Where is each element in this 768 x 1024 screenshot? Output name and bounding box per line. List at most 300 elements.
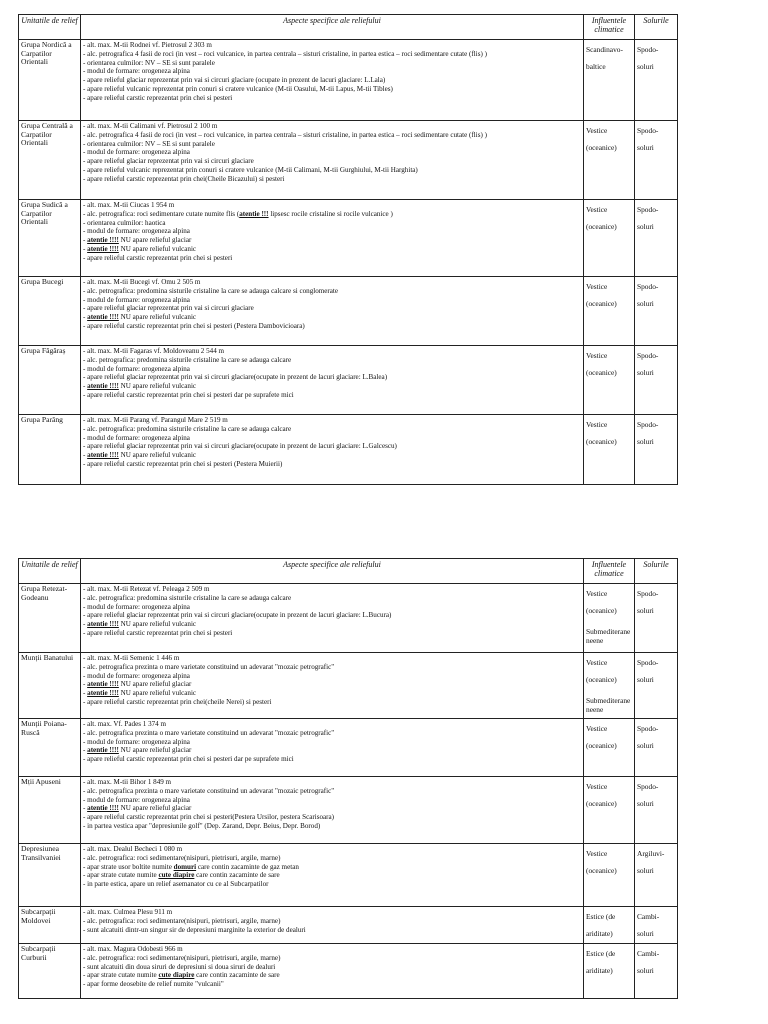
aspect-text: - modul de formare: orogeneza alpina xyxy=(83,364,190,373)
aspect-line xyxy=(83,845,581,854)
table-row xyxy=(19,844,678,907)
soil-line: Spodo- xyxy=(637,658,659,667)
table-row xyxy=(19,653,678,719)
aspect-text: - alt. max. Vf. Pades 1 374 m xyxy=(83,720,167,728)
relief-unit-cell: Grupa Retezat-Godeanu xyxy=(19,584,81,653)
aspect-line xyxy=(83,313,581,322)
climate-cell xyxy=(584,653,635,719)
aspect-text: - apare relieful vulcanic reprezentat prin conuri si cratere vulcanice (M-tii Oasului, M-tii Lapus, M-tii Tibles) xyxy=(83,84,393,93)
soils-cell xyxy=(635,584,678,653)
header-unit: Unitatile de relief xyxy=(19,559,81,584)
aspect-text: - alt. max. Magura Odobesti 966 m xyxy=(83,945,183,953)
aspect-text: NU apare relieful vulcanic xyxy=(118,689,197,697)
aspect-text: - alc. petrografica prezinta o mare varietate constituind un adevarat "mozaic petrografic" xyxy=(83,728,335,737)
aspect-line xyxy=(83,322,581,331)
aspect-text: - alt. max. M-tii Ciucas 1 954 m xyxy=(83,201,175,209)
aspect-text: - modul de formare: orogeneza alpina xyxy=(83,295,190,304)
aspect-text: - alc. petrografica: roci sedimentare(nisipuri, pietrisuri, argile, marne) xyxy=(83,853,281,862)
climate-line: Vestice xyxy=(586,126,608,135)
table-row xyxy=(19,415,678,485)
aspect-line xyxy=(83,738,581,747)
relief-aspects-cell xyxy=(81,777,584,844)
aspect-text: NU apare relieful vulcanic xyxy=(118,244,197,253)
climate-line: Submediterane xyxy=(586,627,631,636)
aspect-text: - modul de formare: orogeneza alpina xyxy=(83,737,190,746)
aspect-line xyxy=(83,85,581,94)
soil-line: soluri xyxy=(637,62,654,71)
aspect-line xyxy=(83,663,581,672)
aspect-line xyxy=(83,963,581,972)
aspect-text: - alc. petrografica: predomina sisturile cristaline la care se adauga calcare xyxy=(83,355,292,364)
climate-line: Vestice xyxy=(586,205,608,214)
aspect-line xyxy=(83,347,581,356)
aspect-text: - apare relieful glaciar reprezentat prin vai si circuri glaciare(ocupate in prezent de lacuri glaciare: L.Bucura) xyxy=(83,611,392,620)
aspect-text: - alc. petrografica prezinta o mare varietate constituind un adevarat "mozaic petrografic" xyxy=(83,662,335,671)
climate-cell xyxy=(584,277,635,346)
aspect-text: - xyxy=(83,244,88,253)
climate-cell xyxy=(584,415,635,485)
aspect-line xyxy=(83,50,581,59)
aspect-text: - alt. max. M-tii Rodnei vf. Pietrosul 2 303 m xyxy=(83,41,212,49)
aspect-text: - modul de formare: orogeneza alpina xyxy=(83,148,190,157)
relief-unit-cell: Grupa Bucegi xyxy=(19,277,81,346)
aspect-text: - apar strate usor boltite numite xyxy=(83,862,174,871)
climate-line: (oceanice) xyxy=(586,606,617,615)
emphasis-text: atentie !!!! xyxy=(87,382,119,390)
climate-cell xyxy=(584,346,635,415)
soil-line: soluri xyxy=(637,222,654,231)
soil-line: soluri xyxy=(637,368,654,377)
soil-line: Cambi- xyxy=(637,949,660,958)
soils-cell xyxy=(635,200,678,277)
climate-line: Estice (de xyxy=(586,912,616,921)
climate-line: (oceanice) xyxy=(586,437,617,446)
aspect-line xyxy=(83,611,581,620)
soils-cell xyxy=(635,121,678,200)
aspect-text: - apare relieful carstic reprezentat prin chei si pesteri(Pestera Ursilor, pestera Scarisoara) xyxy=(83,813,335,821)
climate-line: (oceanice) xyxy=(586,675,617,684)
emphasis-text: atentie !!!! xyxy=(87,804,119,813)
aspect-line xyxy=(83,787,581,796)
header-aspects: Aspecte specifice ale reliefului xyxy=(81,15,584,40)
aspect-line xyxy=(83,148,581,157)
soils-cell xyxy=(635,40,678,121)
climate-line: Vestice xyxy=(586,589,608,598)
header-climate: Influentele climatice xyxy=(584,15,635,40)
soils-cell xyxy=(635,719,678,777)
climate-cell xyxy=(584,40,635,121)
aspect-line xyxy=(83,460,581,469)
aspect-text: NU apare relieful vulcanic xyxy=(118,382,197,390)
relief-unit-cell: Grupa Parâng xyxy=(19,415,81,485)
climate-cell xyxy=(584,584,635,653)
aspect-text: - apare relieful carstic reprezentat prin chei si pesteri dar pe suprafete mici xyxy=(83,390,294,399)
relief-unit-cell: Grupa Sudică a Carpatilor Orientali xyxy=(19,200,81,277)
aspect-text: - alc. petrografica 4 fasii de roci (in vest – roci vulcanice, in partea centrala – sisturi cristaline, in partea estica – roci sedimentare cutate (flis) ) xyxy=(83,49,487,58)
soil-line: soluri xyxy=(637,675,654,684)
aspect-line xyxy=(83,746,581,755)
aspect-text: - apare relieful glaciar reprezentat prin vai si circuri glaciare(ocupate in prezent de lacuri glaciare: L.Balea) xyxy=(83,373,388,382)
aspect-text: lipsesc rocile cristaline si rocile vulcanice ) xyxy=(268,209,393,218)
emphasis-text: atentie !!!! xyxy=(87,746,119,755)
aspect-text: - alc. petrografica: roci sedimentare cutate numite flis ( xyxy=(83,209,240,218)
aspect-line xyxy=(83,585,581,594)
climate-line: (oceanice) xyxy=(586,368,617,377)
relief-aspects-cell xyxy=(81,200,584,277)
aspect-line xyxy=(83,629,581,638)
climate-line: Vestice xyxy=(586,282,608,291)
aspect-text: - alt. max. M-tii Retezat vf. Peleaga 2 509 m xyxy=(83,585,210,593)
aspect-line xyxy=(83,796,581,805)
climate-line: Vestice xyxy=(586,351,608,360)
relief-aspects-cell xyxy=(81,719,584,777)
soil-line: soluri xyxy=(637,966,654,975)
relief-unit-cell: Mṭii Apuseni xyxy=(19,777,81,844)
soils-cell xyxy=(635,415,678,485)
climate-line: ariditate) xyxy=(586,966,613,975)
aspect-text: - alc. petrografica: roci sedimentare(nisipuri, pietrisuri, argile, marne) xyxy=(83,953,281,962)
header-soils: Solurile xyxy=(635,15,678,40)
aspect-line xyxy=(83,67,581,76)
climate-line: neene xyxy=(586,636,604,645)
aspect-text: - apar forme deosebite de relief numite "vulcanii" xyxy=(83,980,224,988)
aspect-text: - in partea vestica apar "depresiunile golf" (Dep. Zarand, Depr. Beius, Depr. Borod) xyxy=(83,821,321,830)
aspect-text: NU apare relieful vulcanic xyxy=(118,313,197,321)
soil-line: Spodo- xyxy=(637,724,659,733)
relief-aspects-cell xyxy=(81,907,584,944)
relief-aspects-cell xyxy=(81,346,584,415)
relief-unit-cell: Grupa Centrală a Carpatilor Orientali xyxy=(19,121,81,200)
aspect-text: - alc. petrografica: roci sedimentare(nisipuri, pietrisuri, argile, marne) xyxy=(83,916,281,925)
aspect-text: care contin zacaminte de gaz metan xyxy=(196,862,299,871)
aspect-line xyxy=(83,287,581,296)
aspect-text: - alt. max. M-tii Fagaras vf. Moldoveanu 2 544 m xyxy=(83,347,225,355)
aspect-line xyxy=(83,59,581,68)
emphasis-text: atentie !!! xyxy=(239,209,269,218)
aspect-text: - alc. petrografica: predomina sisturile cristaline la care se adauga calcare xyxy=(83,424,292,433)
aspect-line xyxy=(83,296,581,305)
aspect-line xyxy=(83,201,581,210)
aspect-text: - apare relieful carstic reprezentat prin chei(Cheile Bicazului) si pesteri xyxy=(83,174,285,183)
climate-line: Submediterane xyxy=(586,696,631,705)
aspect-line xyxy=(83,210,581,219)
aspect-line xyxy=(83,219,581,228)
climate-line: (oceanice) xyxy=(586,299,617,308)
emphasis-text: domuri xyxy=(173,862,197,871)
table-row xyxy=(19,907,678,944)
aspect-line xyxy=(83,863,581,872)
aspect-line xyxy=(83,94,581,103)
aspect-line xyxy=(83,971,581,980)
aspect-text: - apar strate cutate numite xyxy=(83,971,159,980)
aspect-line xyxy=(83,254,581,263)
aspect-text: - modul de formare: orogeneza alpina xyxy=(83,602,190,611)
aspect-line xyxy=(83,778,581,787)
soil-line: soluri xyxy=(637,437,654,446)
aspect-text: - apare relieful carstic reprezentat prin chei si pesteri xyxy=(83,628,233,637)
climate-line: ariditate) xyxy=(586,929,613,938)
aspect-line xyxy=(83,41,581,50)
aspect-line xyxy=(83,442,581,451)
relief-unit-cell: Subcarpații Moldovei xyxy=(19,907,81,944)
aspect-line xyxy=(83,391,581,400)
aspect-text: - alt. max. Culmea Plesu 911 m xyxy=(83,908,173,916)
aspect-line xyxy=(83,954,581,963)
table-header-row xyxy=(19,15,678,40)
aspect-text: - apare relieful carstic reprezentat prin chei si pesteri dar pe suprafete mici xyxy=(83,755,294,763)
aspect-text: - alt. max. M-tii Parang vf. Parangul Mare 2 519 m xyxy=(83,416,228,424)
aspect-line xyxy=(83,804,581,813)
aspect-text: - alt. max. M-tii Semenic 1 446 m xyxy=(83,654,180,662)
relief-aspects-cell xyxy=(81,40,584,121)
aspect-text: - xyxy=(83,804,88,813)
aspect-line xyxy=(83,227,581,236)
relief-aspects-cell xyxy=(81,415,584,485)
aspect-line xyxy=(83,245,581,254)
table-row xyxy=(19,40,678,121)
table-row xyxy=(19,277,678,346)
aspect-line xyxy=(83,945,581,954)
aspect-line xyxy=(83,603,581,612)
climate-line: neene xyxy=(586,705,604,714)
aspect-text: - orientarea culmilor: NV – SE si sunt paralele xyxy=(83,139,215,148)
relief-aspects-cell xyxy=(81,844,584,907)
soil-line: soluri xyxy=(637,299,654,308)
table-row xyxy=(19,944,678,999)
aspect-text: - alc. petrografica: predomina sisturile cristaline la care se adauga calcare xyxy=(83,593,292,602)
header-aspects: Aspecte specifice ale reliefului xyxy=(81,559,584,584)
relief-aspects-cell xyxy=(81,121,584,200)
soil-line: Spodo- xyxy=(637,589,659,598)
relief-aspects-cell xyxy=(81,584,584,653)
aspect-text: - xyxy=(83,382,88,390)
aspect-text: - alt. max. M-tii Calimani vf. Pietrosul 2 100 m xyxy=(83,122,218,130)
table-row xyxy=(19,121,678,200)
aspect-line xyxy=(83,813,581,822)
emphasis-text: cute diapire xyxy=(158,971,195,980)
aspect-text: - alc. petrografica prezinta o mare varietate constituind un adevarat "mozaic petrografic" xyxy=(83,786,335,795)
table-row xyxy=(19,200,678,277)
aspect-line xyxy=(83,373,581,382)
table-row xyxy=(19,777,678,844)
soils-cell xyxy=(635,844,678,907)
aspect-line xyxy=(83,236,581,245)
climate-line: (oceanice) xyxy=(586,741,617,750)
aspect-text: - alc. petrografica 4 fasii de roci (in vest – roci vulcanice, in partea centrala – sisturi cristaline, in partea estica – roci sedimentare cutate (flis) ) xyxy=(83,130,487,139)
soil-line: Spodo- xyxy=(637,782,659,791)
aspect-line xyxy=(83,680,581,689)
climate-cell xyxy=(584,844,635,907)
aspect-text: - apare relieful vulcanic reprezentat prin conuri si cratere vulcanice (M-tii Calimani, M-tii Gurghiului, M-tii Harghita) xyxy=(83,165,418,174)
aspect-text: - apare relieful glaciar reprezentat prin vai si circuri glaciare xyxy=(83,157,254,165)
aspect-text: - apar strate cutate numite xyxy=(83,871,159,880)
soil-line: Spodo- xyxy=(637,45,659,54)
climate-line: (oceanice) xyxy=(586,799,617,808)
aspect-text: - sunt alcatuiti dintr-un singur sir de depresiuni marginite la exterior de dealuri xyxy=(83,925,306,934)
aspect-line xyxy=(83,871,581,880)
soil-line: soluri xyxy=(637,606,654,615)
soil-line: Spodo- xyxy=(637,126,659,135)
aspect-text: - sunt alcatuiti din doua siruri de depresiuni si doua siruri de dealuri xyxy=(83,962,276,971)
aspect-text: - apare relieful glaciar reprezentat prin vai si circuri glaciare(ocupate in prezent de lacuri glaciare: L.Galcescu) xyxy=(83,442,397,451)
climate-line: Vestice xyxy=(586,782,608,791)
aspect-line xyxy=(83,131,581,140)
climate-line: Estice (de xyxy=(586,949,616,958)
relief-unit-cell: Grupa Făgăraș xyxy=(19,346,81,415)
aspect-line xyxy=(83,926,581,935)
aspect-line xyxy=(83,157,581,166)
emphasis-text: atentie !!!! xyxy=(87,451,119,459)
soils-cell xyxy=(635,346,678,415)
aspect-text: care contin zacaminte de sare xyxy=(194,971,280,980)
aspect-text: - modul de formare: orogeneza alpina xyxy=(83,227,190,236)
aspect-text: NU apare relieful glaciar xyxy=(118,746,192,755)
soil-line: Spodo- xyxy=(637,351,659,360)
aspect-line xyxy=(83,729,581,738)
climate-line: Scandinavo-baltice xyxy=(586,45,623,71)
aspect-text: - modul de formare: orogeneza alpina xyxy=(83,67,190,76)
climate-line: Vestice xyxy=(586,724,608,733)
aspect-line xyxy=(83,755,581,764)
aspect-text: - apare relieful glaciar reprezentat prin vai si circuri glaciare xyxy=(83,304,254,313)
soils-cell xyxy=(635,777,678,844)
emphasis-text: atentie !!!! xyxy=(87,313,119,321)
aspect-text: - apare relieful carstic reprezentat prin chei(cheile Nerei) si pesteri xyxy=(83,697,272,706)
climate-line: Vestice xyxy=(586,849,608,858)
soil-line: Spodo- xyxy=(637,420,659,429)
climate-cell xyxy=(584,944,635,999)
soils-cell xyxy=(635,907,678,944)
aspect-text: - apare relieful carstic reprezentat prin chei si pesteri (Pestera Muierii) xyxy=(83,459,283,468)
aspect-line xyxy=(83,304,581,313)
aspect-line xyxy=(83,654,581,663)
aspect-text: - in parte estica, apare un relief asemanator cu ce al Subcarpatilor xyxy=(83,880,269,888)
relief-table-2 xyxy=(18,558,678,999)
aspect-line xyxy=(83,416,581,425)
aspect-line xyxy=(83,434,581,443)
header-unit: Unitatile de relief xyxy=(19,15,81,40)
aspect-text: - apare relieful carstic reprezentat prin chei si pesteri xyxy=(83,93,233,102)
climate-cell xyxy=(584,121,635,200)
table-row xyxy=(19,719,678,777)
header-soils: Solurile xyxy=(635,559,678,584)
aspect-text: - orientarea culmilor: haotica xyxy=(83,218,166,227)
aspect-text: - xyxy=(83,680,88,689)
header-climate: Influentele climatice xyxy=(584,559,635,584)
climate-cell xyxy=(584,777,635,844)
relief-unit-cell: Munții Banatului xyxy=(19,653,81,719)
climate-cell xyxy=(584,200,635,277)
aspect-line xyxy=(83,594,581,603)
soil-line: Argiluvi- xyxy=(637,849,665,858)
aspect-line xyxy=(83,720,581,729)
aspect-text: - xyxy=(83,236,88,244)
table-row xyxy=(19,584,678,653)
aspect-text: - xyxy=(83,689,88,697)
soil-line: soluri xyxy=(637,799,654,808)
climate-cell xyxy=(584,907,635,944)
relief-unit-cell: Munții Poiana-Ruscă xyxy=(19,719,81,777)
relief-table-1 xyxy=(18,14,678,485)
relief-aspects-cell xyxy=(81,653,584,719)
aspect-line xyxy=(83,175,581,184)
aspect-text: - xyxy=(83,746,88,755)
climate-line: (oceanice) xyxy=(586,866,617,875)
climate-cell xyxy=(584,719,635,777)
soil-line: soluri xyxy=(637,866,654,875)
emphasis-text: atentie !!!! xyxy=(87,680,119,689)
aspect-text: - modul de formare: orogeneza alpina xyxy=(83,433,190,442)
table-header-row xyxy=(19,559,678,584)
aspect-line xyxy=(83,917,581,926)
relief-unit-cell: Grupa Nordică a Carpatilor Orientali xyxy=(19,40,81,121)
aspect-text: NU apare relieful vulcanic xyxy=(118,451,197,459)
aspect-line xyxy=(83,854,581,863)
soil-line: soluri xyxy=(637,143,654,152)
soil-line: Spodo- xyxy=(637,205,659,214)
aspect-line xyxy=(83,880,581,889)
aspect-text: NU apare relieful glaciar xyxy=(118,804,192,813)
aspect-line xyxy=(83,356,581,365)
aspect-text: - xyxy=(83,313,88,321)
aspect-text: - alt. max. M-tii Bihor 1 849 m xyxy=(83,778,172,786)
aspect-line xyxy=(83,425,581,434)
aspect-line xyxy=(83,140,581,149)
aspect-text: - apare relieful carstic reprezentat prin chei si pesteri (Pestera Dambovicioara) xyxy=(83,321,305,330)
climate-line: (oceanice) xyxy=(586,143,617,152)
aspect-text: - modul de formare: orogeneza alpina xyxy=(83,795,190,804)
soils-cell xyxy=(635,944,678,999)
soil-line: soluri xyxy=(637,741,654,750)
aspect-line xyxy=(83,76,581,85)
aspect-line xyxy=(83,122,581,131)
soils-cell xyxy=(635,653,678,719)
climate-line: Vestice xyxy=(586,658,608,667)
climate-line: (oceanice) xyxy=(586,222,617,231)
aspect-line xyxy=(83,620,581,629)
emphasis-text: atentie !!!! xyxy=(87,620,119,628)
aspect-line xyxy=(83,672,581,681)
aspect-text: - orientarea culmilor: NV – SE si sunt paralele xyxy=(83,58,215,67)
aspect-line xyxy=(83,689,581,698)
relief-aspects-cell xyxy=(81,277,584,346)
aspect-line xyxy=(83,698,581,707)
relief-unit-cell: Depresiunea Transilvaniei xyxy=(19,844,81,907)
climate-line: Vestice xyxy=(586,420,608,429)
aspect-line xyxy=(83,278,581,287)
soils-cell xyxy=(635,277,678,346)
aspect-text: NU apare relieful glaciar xyxy=(118,680,192,689)
soil-line: Spodo- xyxy=(637,282,659,291)
aspect-text: - alt. max. Dealul Becheci 1 080 m xyxy=(83,845,183,853)
soil-line: Cambi- xyxy=(637,912,660,921)
soil-line: soluri xyxy=(637,929,654,938)
aspect-text: - alt. max. M-tii Bucegi vf. Omu 2 505 m xyxy=(83,278,201,286)
aspect-line xyxy=(83,166,581,175)
relief-unit-cell: Subcarpații Curburii xyxy=(19,944,81,999)
aspect-line xyxy=(83,382,581,391)
aspect-text: - xyxy=(83,451,88,459)
emphasis-text: atentie !!!! xyxy=(87,236,119,244)
aspect-line xyxy=(83,980,581,989)
emphasis-text: atentie !!!! xyxy=(87,689,119,697)
relief-aspects-cell xyxy=(81,944,584,999)
aspect-text: - apare relieful glaciar reprezentat prin vai si circuri glaciare (ocupate in prezent de lacuri glaciare: L.Lala) xyxy=(83,76,386,84)
aspect-text: - xyxy=(83,620,88,628)
aspect-line xyxy=(83,451,581,460)
aspect-text: - alc. petrografica: predomina sisturile cristaline la care se adauga calcare si conglomerate xyxy=(83,286,339,295)
aspect-text: care contin zacaminte de sare xyxy=(194,871,280,880)
